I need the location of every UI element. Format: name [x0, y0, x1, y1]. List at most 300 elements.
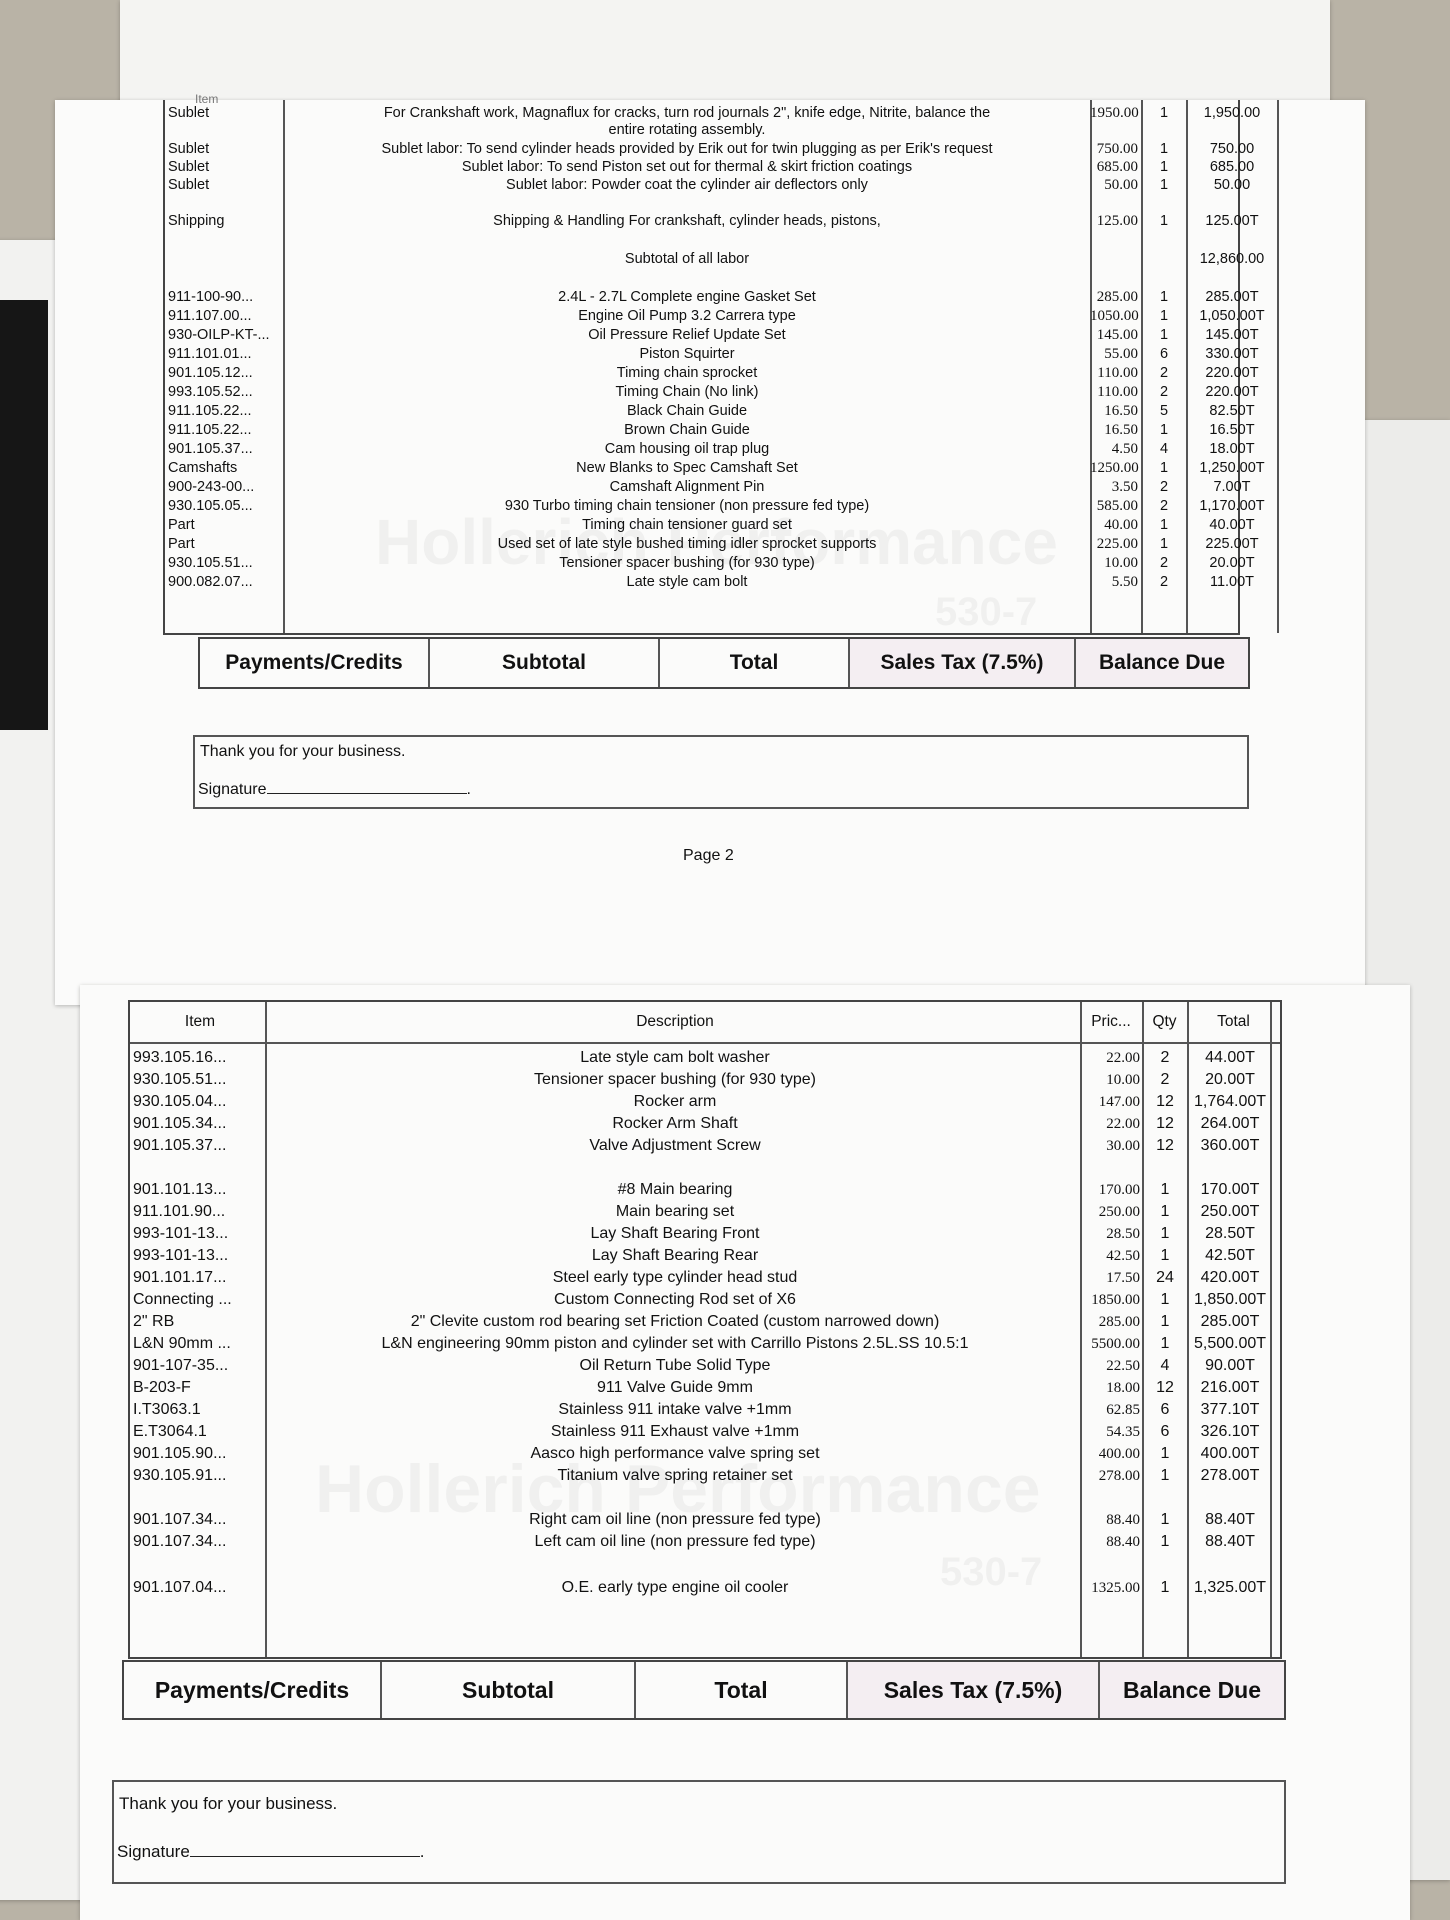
- price-cell: 225.00: [1096, 536, 1138, 552]
- item-cell: Part: [168, 517, 195, 533]
- description-cell: Tensioner spacer bushing (for 930 type): [534, 1071, 816, 1088]
- qty-cell: 1: [1159, 177, 1169, 193]
- price-cell: 1325.00: [1091, 1580, 1140, 1596]
- item-cell: 901.101.17...: [133, 1269, 227, 1286]
- table-row: [165, 554, 1255, 572]
- total-cell: 20.00T: [1205, 1071, 1255, 1088]
- price-cell: 250.00: [1098, 1204, 1140, 1220]
- item-cell: L&N 90mm ...: [133, 1335, 231, 1352]
- price-cell: 585.00: [1096, 498, 1138, 514]
- qty-cell: 1: [1159, 105, 1169, 121]
- table-row: [130, 1422, 1280, 1442]
- signature-field: Signature .: [198, 781, 471, 798]
- invoice-page-2: [55, 92, 1365, 1005]
- description-cell: Valve Adjustment Screw: [589, 1137, 761, 1154]
- item-cell: 930.105.51...: [168, 555, 253, 571]
- description-cell: 2" Clevite custom rod bearing set Friction Coated (custom narrowed down): [410, 1313, 940, 1330]
- table-row: [165, 288, 1259, 306]
- description-cell: Late style cam bolt washer: [580, 1049, 770, 1066]
- qty-cell: 1: [1160, 1225, 1170, 1242]
- description-cell: Lay Shaft Bearing Front: [590, 1225, 760, 1242]
- qty-cell: 5: [1159, 403, 1169, 419]
- price-cell: 22.50: [1106, 1358, 1140, 1374]
- total-cell: 420.00T: [1200, 1269, 1260, 1286]
- qty-cell: 4: [1160, 1357, 1170, 1374]
- item-cell: 993-101-13...: [133, 1225, 229, 1242]
- price-cell: 5500.00: [1091, 1336, 1140, 1352]
- item-cell: 901.105.90...: [133, 1445, 227, 1462]
- total-cell: 1,950.00: [1203, 105, 1261, 121]
- description-cell: Timing Chain (No link): [615, 384, 759, 400]
- total-cell: 12,860.00: [1199, 251, 1265, 267]
- description-cell: Rocker arm: [633, 1093, 717, 1110]
- description-cell: Tensioner spacer bushing (for 930 type): [559, 555, 815, 571]
- item-cell: 901.105.34...: [133, 1115, 227, 1132]
- total-cell: 220.00T: [1205, 365, 1259, 381]
- qty-cell: 1: [1160, 1203, 1170, 1220]
- qty-cell: 2: [1160, 1071, 1170, 1088]
- price-cell: 17.50: [1106, 1270, 1140, 1286]
- table-row: [130, 1114, 1280, 1134]
- header-qty: Qty: [1152, 1013, 1177, 1030]
- qty-cell: 4: [1159, 441, 1169, 457]
- total-cell: 1,325.00T: [1193, 1579, 1267, 1596]
- item-cell: I.T3063.1: [133, 1401, 201, 1418]
- qty-cell: 1: [1159, 159, 1169, 175]
- summary-bar-lower: [122, 1660, 1286, 1720]
- description-cell: Timing chain sprocket: [616, 365, 758, 381]
- total-cell: 330.00T: [1205, 346, 1259, 362]
- qty-cell: 1: [1160, 1579, 1170, 1596]
- description-cell: Late style cam bolt: [626, 574, 748, 590]
- description-cell: For Crankshaft work, Magnaflux for cracks, turn rod journals 2", knife edge, Nitrite, balance the: [383, 105, 991, 121]
- item-cell: B-203-F: [133, 1379, 191, 1396]
- price-cell: 54.35: [1106, 1424, 1140, 1440]
- table-row: [130, 1400, 1280, 1420]
- table-row: [130, 1180, 1280, 1200]
- item-cell: 911.101.90...: [133, 1203, 226, 1220]
- price-cell: [1090, 121, 1138, 139]
- table-row: [165, 158, 1255, 176]
- total-cell: 170.00T: [1200, 1181, 1260, 1198]
- description-cell: Piston Squirter: [639, 346, 735, 362]
- price-cell: 145.00: [1096, 327, 1138, 343]
- thank-you-box-lower: [112, 1780, 1286, 1884]
- item-cell: Part: [168, 536, 195, 552]
- price-cell: 1950.00: [1090, 105, 1139, 121]
- qty-cell: 2: [1159, 384, 1169, 400]
- price-cell: 278.00: [1098, 1468, 1140, 1484]
- total-cell: 88.40T: [1205, 1511, 1255, 1528]
- sales-tax-label: Sales Tax (7.5%): [850, 639, 1076, 687]
- description-cell: Sublet labor: Powder coat the cylinder air deflectors only: [506, 177, 868, 193]
- description-cell: 911 Valve Guide 9mm: [597, 1379, 753, 1396]
- price-cell: 5.50: [1111, 574, 1138, 590]
- total-cell: 326.10T: [1200, 1423, 1260, 1440]
- qty-cell: 1: [1160, 1181, 1170, 1198]
- price-cell: 16.50: [1104, 422, 1138, 438]
- description-cell: Shipping & Handling For crankshaft, cylinder heads, pistons,: [493, 213, 881, 229]
- qty-cell: 1: [1159, 289, 1169, 305]
- description-cell: 2.4L - 2.7L Complete engine Gasket Set: [558, 289, 816, 305]
- table-row: [165, 497, 1265, 515]
- description-cell: Cam housing oil trap plug: [604, 441, 770, 457]
- item-cell: 901.107.34...: [133, 1533, 227, 1550]
- price-cell: 10.00: [1104, 555, 1138, 571]
- table-row: [165, 383, 1259, 401]
- item-cell: 930.105.51...: [133, 1071, 227, 1088]
- price-cell: 110.00: [1097, 365, 1138, 381]
- item-cell: 993.105.52...: [168, 384, 253, 400]
- price-cell: 1250.00: [1090, 460, 1139, 476]
- description-cell: Lay Shaft Bearing Rear: [591, 1247, 759, 1264]
- price-cell: 55.00: [1104, 346, 1138, 362]
- total-cell: 145.00T: [1205, 327, 1259, 343]
- description-cell: Steel early type cylinder head stud: [552, 1269, 798, 1286]
- total-cell: 28.50T: [1205, 1225, 1255, 1242]
- price-cell: 22.00: [1106, 1050, 1140, 1066]
- qty-cell: 2: [1159, 555, 1169, 571]
- signature-label: Signature: [198, 781, 267, 798]
- balance-due-label-lower: Balance Due: [1100, 1662, 1284, 1718]
- signature-label-lower: Signature: [117, 1842, 190, 1861]
- table-row: [130, 1578, 1280, 1598]
- description-cell: Timing chain tensioner guard set: [582, 517, 792, 533]
- description-cell: Subtotal of all labor: [624, 251, 750, 267]
- total-cell: 20.00T: [1209, 555, 1255, 571]
- page-number: Page 2: [683, 847, 734, 864]
- total-cell: 278.00T: [1200, 1467, 1260, 1484]
- qty-cell: 24: [1156, 1269, 1174, 1286]
- item-cell: 993-101-13...: [133, 1247, 229, 1264]
- table-row: [165, 364, 1259, 382]
- dark-strip: [0, 300, 48, 730]
- table-row: [165, 212, 1259, 230]
- total-cell: 400.00T: [1200, 1445, 1260, 1462]
- price-cell: 285.00: [1096, 289, 1138, 305]
- price-cell: 10.00: [1106, 1072, 1140, 1088]
- price-cell: 22.00: [1106, 1116, 1140, 1132]
- price-cell: 750.00: [1096, 141, 1138, 157]
- qty-cell: [1143, 121, 1185, 139]
- total-cell: 225.00T: [1205, 536, 1259, 552]
- item-cell: Sublet: [168, 177, 210, 193]
- price-cell: 685.00: [1096, 159, 1138, 175]
- price-cell: 18.00: [1106, 1380, 1140, 1396]
- item-cell: [168, 121, 282, 139]
- description-cell: Engine Oil Pump 3.2 Carrera type: [578, 308, 796, 324]
- description-cell: O.E. early type engine oil cooler: [561, 1579, 789, 1596]
- total-cell: 44.00T: [1205, 1049, 1255, 1066]
- description-cell: Custom Connecting Rod set of X6: [554, 1291, 796, 1308]
- qty-cell: 1: [1159, 460, 1169, 476]
- description-cell: 930 Turbo timing chain tensioner (non pressure fed type): [504, 498, 870, 514]
- table-row: [165, 402, 1255, 420]
- item-cell: 911-100-90...: [168, 289, 254, 305]
- thank-you-text-lower: Thank you for your business.: [119, 1794, 338, 1813]
- qty-cell: 1: [1160, 1533, 1170, 1550]
- qty-cell: 1: [1160, 1467, 1170, 1484]
- table-row: [165, 345, 1259, 363]
- description-cell: #8 Main bearing: [617, 1181, 733, 1198]
- total-cell: 360.00T: [1200, 1137, 1260, 1154]
- item-cell: 911.105.22...: [168, 403, 252, 419]
- total-cell: 1,170.00T: [1199, 498, 1265, 514]
- line-items-table-lower: [128, 1000, 1282, 1659]
- table-row: [130, 1224, 1280, 1244]
- total-cell: 1,050.00T: [1199, 308, 1265, 324]
- header-price: Pric...: [1091, 1013, 1131, 1030]
- price-cell: 40.00: [1104, 517, 1138, 533]
- item-cell: Shipping: [168, 213, 225, 229]
- balance-due-label: Balance Due: [1076, 639, 1248, 687]
- total-cell: 50.00: [1213, 177, 1251, 193]
- price-cell: 4.50: [1111, 441, 1138, 457]
- total-cell: 42.50T: [1205, 1247, 1255, 1264]
- price-cell: 3.50: [1111, 479, 1138, 495]
- description-cell: Brown Chain Guide: [624, 422, 750, 438]
- table-row: [165, 250, 1265, 268]
- qty-cell: 2: [1159, 574, 1169, 590]
- partial-item-header: Item: [195, 92, 219, 106]
- price-cell: 1050.00: [1090, 308, 1139, 324]
- price-cell: 170.00: [1098, 1182, 1140, 1198]
- description-cell: Stainless 911 Exhaust valve +1mm: [550, 1423, 800, 1440]
- total-cell: 7.00T: [1213, 479, 1251, 495]
- price-cell: 147.00: [1098, 1094, 1140, 1110]
- price-cell: 50.00: [1104, 177, 1138, 193]
- total-label: Total: [660, 639, 850, 687]
- total-cell: 285.00T: [1205, 289, 1259, 305]
- item-cell: 901.105.37...: [133, 1137, 227, 1154]
- item-cell: E.T3064.1: [133, 1423, 207, 1440]
- table-row: [165, 440, 1255, 458]
- description-cell: L&N engineering 90mm piston and cylinder set with Carrillo Pistons 2.5L.SS 10.5:1: [381, 1335, 969, 1352]
- price-cell: 400.00: [1098, 1446, 1140, 1462]
- table-row: [130, 1048, 1280, 1068]
- item-cell: 901-107-35...: [133, 1357, 229, 1374]
- table-row: [130, 1092, 1280, 1112]
- qty-cell: 2: [1159, 479, 1169, 495]
- table-row: [165, 516, 1255, 534]
- table-row: [165, 307, 1265, 325]
- description-cell: Left cam oil line (non pressure fed type): [534, 1533, 816, 1550]
- total-cell: 216.00T: [1200, 1379, 1260, 1396]
- header-description: Description: [636, 1013, 714, 1030]
- total-cell: 685.00: [1209, 159, 1255, 175]
- item-cell: 930.105.91...: [133, 1467, 227, 1484]
- qty-cell: 2: [1160, 1049, 1170, 1066]
- table-row: [165, 459, 1265, 477]
- qty-cell: 1: [1159, 517, 1169, 533]
- table-row: [130, 1532, 1280, 1552]
- qty-cell: 1: [1159, 422, 1169, 438]
- table-row: [130, 1510, 1280, 1530]
- description-cell: Used set of late style bushed timing idler sprocket supports: [497, 536, 877, 552]
- description-cell: Stainless 911 intake valve +1mm: [558, 1401, 792, 1418]
- description-cell: Sublet labor: To send Piston set out for thermal & skirt friction coatings: [461, 159, 913, 175]
- total-label-lower: Total: [636, 1662, 848, 1718]
- qty-cell: 1: [1160, 1445, 1170, 1462]
- qty-cell: 1: [1159, 213, 1169, 229]
- item-cell: 900-243-00...: [168, 479, 255, 495]
- total-cell: 5,500.00T: [1193, 1335, 1267, 1352]
- price-cell: 1850.00: [1091, 1292, 1140, 1308]
- item-cell: 901.101.13...: [133, 1181, 227, 1198]
- table-row: [165, 421, 1255, 439]
- price-cell: 42.50: [1106, 1248, 1140, 1264]
- thank-you-text: Thank you for your business.: [200, 743, 406, 760]
- price-cell: 88.40: [1106, 1512, 1140, 1528]
- item-cell: Sublet: [168, 159, 210, 175]
- signature-field-lower: Signature .: [117, 1842, 425, 1861]
- item-cell: 930.105.04...: [133, 1093, 227, 1110]
- header-item: Item: [184, 1013, 216, 1030]
- price-cell: [1090, 250, 1138, 268]
- total-cell: 82.50T: [1209, 403, 1255, 419]
- item-cell: [168, 250, 282, 268]
- total-cell: 88.40T: [1205, 1533, 1255, 1550]
- header-total: Total: [1217, 1013, 1250, 1030]
- table-row: [130, 1268, 1280, 1288]
- description-cell: Right cam oil line (non pressure fed type): [529, 1511, 821, 1528]
- price-cell: 110.00: [1097, 384, 1138, 400]
- item-cell: Sublet: [168, 105, 210, 121]
- item-cell: 901.107.04...: [133, 1579, 227, 1596]
- table-row: [130, 1378, 1280, 1398]
- description-cell: Rocker Arm Shaft: [612, 1115, 738, 1132]
- qty-cell: 1: [1159, 536, 1169, 552]
- description-cell: Sublet labor: To send cylinder heads provided by Erik out for twin plugging as per Erik's request: [381, 141, 993, 157]
- description-cell: entire rotating assembly.: [608, 122, 766, 138]
- total-cell: 18.00T: [1209, 441, 1255, 457]
- table-row: [165, 326, 1259, 344]
- total-cell: 1,764.00T: [1193, 1093, 1267, 1110]
- item-cell: 930-OILP-KT-...: [168, 327, 270, 343]
- qty-cell: 1: [1160, 1291, 1170, 1308]
- item-cell: 993.105.16...: [133, 1049, 227, 1066]
- item-cell: 901.105.37...: [168, 441, 253, 457]
- total-cell: 1,850.00T: [1193, 1291, 1267, 1308]
- price-cell: 88.40: [1106, 1534, 1140, 1550]
- table-row: [130, 1356, 1280, 1376]
- price-cell: 28.50: [1106, 1226, 1140, 1242]
- total-cell: 125.00T: [1205, 213, 1259, 229]
- item-cell: 911.101.01...: [168, 346, 252, 362]
- table-row: [130, 1136, 1280, 1156]
- table-row: [130, 1466, 1280, 1486]
- table-row: [130, 1290, 1280, 1310]
- total-cell: 264.00T: [1200, 1115, 1260, 1132]
- qty-cell: 1: [1160, 1313, 1170, 1330]
- total-cell: 285.00T: [1200, 1313, 1260, 1330]
- table-row: [165, 573, 1255, 591]
- sales-tax-label-lower: Sales Tax (7.5%): [848, 1662, 1100, 1718]
- total-cell: 90.00T: [1205, 1357, 1255, 1374]
- table-row: [165, 535, 1259, 553]
- description-cell: Oil Pressure Relief Update Set: [588, 327, 786, 343]
- qty-cell: 12: [1156, 1379, 1174, 1396]
- table-row: [165, 478, 1251, 496]
- qty-cell: 12: [1156, 1093, 1174, 1110]
- qty-cell: 1: [1159, 327, 1169, 343]
- qty-cell: 2: [1159, 498, 1169, 514]
- qty-cell: 1: [1160, 1511, 1170, 1528]
- table-row: [130, 1444, 1280, 1464]
- description-cell: Titanium valve spring retainer set: [557, 1467, 793, 1484]
- item-cell: 901.105.12...: [168, 365, 253, 381]
- summary-bar: [198, 637, 1250, 689]
- description-cell: Main bearing set: [615, 1203, 735, 1220]
- table-row: [130, 1334, 1280, 1354]
- qty-cell: 12: [1156, 1137, 1174, 1154]
- total-cell: 1,250.00T: [1199, 460, 1265, 476]
- price-cell: 285.00: [1098, 1314, 1140, 1330]
- subtotal-label: Subtotal: [430, 639, 660, 687]
- price-cell: 125.00: [1096, 213, 1138, 229]
- item-cell: 900.082.07...: [168, 574, 253, 590]
- item-cell: 901.107.34...: [133, 1511, 227, 1528]
- qty-cell: 1: [1159, 141, 1169, 157]
- item-cell: 930.105.05...: [168, 498, 253, 514]
- item-cell: 2" RB: [133, 1313, 175, 1330]
- qty-cell: 12: [1156, 1115, 1174, 1132]
- qty-cell: 6: [1160, 1423, 1170, 1440]
- total-cell: [1188, 121, 1276, 139]
- table-row: [130, 1312, 1280, 1332]
- table-row: [165, 176, 1251, 194]
- description-cell: Camshaft Alignment Pin: [609, 479, 765, 495]
- qty-cell: 2: [1159, 365, 1169, 381]
- price-cell: 16.50: [1104, 403, 1138, 419]
- table-row: [130, 1202, 1280, 1222]
- total-cell: 250.00T: [1200, 1203, 1260, 1220]
- invoice-page-3: [80, 985, 1410, 1920]
- payments-credits-label: Payments/Credits: [200, 639, 430, 687]
- item-cell: Sublet: [168, 141, 210, 157]
- total-cell: 750.00: [1209, 141, 1255, 157]
- total-cell: 377.10T: [1200, 1401, 1260, 1418]
- qty-cell: 6: [1159, 346, 1169, 362]
- table-row: [165, 121, 1238, 139]
- table-row: [165, 140, 1255, 158]
- qty-cell: 1: [1160, 1335, 1170, 1352]
- price-cell: 62.85: [1106, 1402, 1140, 1418]
- price-cell: 30.00: [1106, 1138, 1140, 1154]
- table-row: [165, 104, 1261, 122]
- item-cell: Camshafts: [168, 460, 238, 476]
- subtotal-label-lower: Subtotal: [382, 1662, 636, 1718]
- qty-cell: 1: [1160, 1247, 1170, 1264]
- description-cell: Black Chain Guide: [626, 403, 748, 419]
- line-items-table: [163, 92, 1265, 635]
- total-cell: 40.00T: [1209, 517, 1255, 533]
- payments-credits-label-lower: Payments/Credits: [124, 1662, 382, 1718]
- description-cell: New Blanks to Spec Camshaft Set: [576, 460, 798, 476]
- thank-you-box: [193, 735, 1249, 809]
- item-cell: 911.105.22...: [168, 422, 252, 438]
- description-cell: Aasco high performance valve spring set: [530, 1445, 820, 1462]
- table-row: [130, 1246, 1280, 1266]
- item-cell: Connecting ...: [133, 1291, 232, 1308]
- table-row: [130, 1070, 1280, 1090]
- qty-cell: 1: [1159, 308, 1169, 324]
- item-cell: 911.107.00...: [168, 308, 252, 324]
- qty-cell: [1143, 250, 1185, 268]
- description-cell: Oil Return Tube Solid Type: [579, 1357, 771, 1374]
- total-cell: 11.00T: [1209, 574, 1255, 590]
- total-cell: 220.00T: [1205, 384, 1259, 400]
